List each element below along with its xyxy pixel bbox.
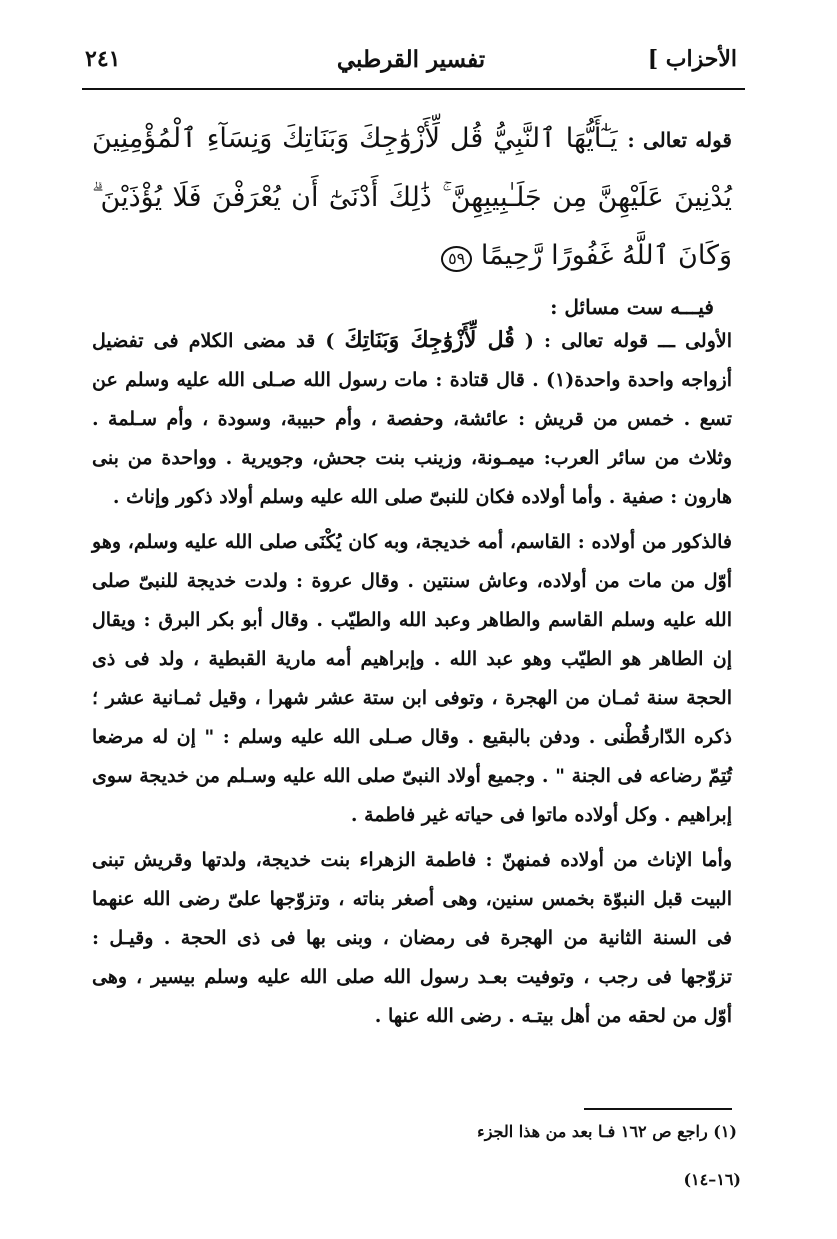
signature-mark: (١٦–١٤) [683,1170,741,1189]
header-rule [82,88,745,90]
paragraph [92,841,732,1036]
paragraph-lead: الأولى ـــ قوله تعالى : ( [524,330,732,352]
paragraph-text: فالذكور من أولاده : القاسم، أمه خديجة، وبه كان يُكْنَى صلى الله عليه وسلم، وهو أوّل من مات من أولاده، وعاش سنتين . وقال عروة : ولدت خديجة للنبىّ صلى الله عليه وسلم القاسم والطاهر وعبد الله والطيّب . وقال أبو بكر البرق : ويقال إن الطاهر هو الطيّب وهو عبد الله . وإبراهيم أمه مارية القبطية ، ولد فى ذى الحجة سنة ثمـان من الهجرة ، وتوفى ابن ستة عشر شهرا ، وقيل ثمـانية عشر ؛ ذكره الدّارقُطْنى . ودفن بالبقيع . وقال صـلى الله عليه وسلم : " إن له مرضعا تُتِمّ رضاعه فى الجنة " . وجميع أولاد النبىّ صلى الله عليه وسـلم من خديجة سوى إبراهيم . وكل أولاده ماتوا فى حياته غير فاطمة . [92,531,732,826]
surah-name: الأحزاب ] [647,46,737,72]
running-header [85,40,737,84]
quran-verse [92,110,732,285]
paragraph [92,523,732,835]
verse-label: قوله تعالى : [627,128,732,152]
page-body [92,110,732,1042]
footnote: (١) راجع ص ١٦٢ فـا بعد من هذا الجزء [477,1122,737,1141]
paragraph [92,321,732,517]
paragraph-quote: قُل لِّأَزْوَٰجِكَ وَبَنَاتِكَ [344,327,515,353]
book-title: تفسير القرطبي [336,46,486,73]
ayah-number-mark: ٥٩ [441,246,472,272]
verse-text: يَـٰٓأَيُّهَا ٱلنَّبِيُّ قُل لِّأَزْوَٰجِكَ وَبَنَاتِكَ وَنِسَآءِ ٱلْمُؤْمِنِينَ يُدْنِينَ عَلَيْهِنَّ مِن جَلَـٰبِيبِهِنَّ ۚ ذَٰلِكَ أَدْنَىٰٓ أَن يُعْرَفْنَ فَلَا يُؤْذَيْنَ ۗ وَكَانَ ٱللَّهُ غَفُورًا رَّحِيمًا [92,123,732,271]
paragraph-text: وأما الإناث من أولاده فمنهنّ : فاطمة الزهراء بنت خديجة، ولدتها وقريش تبنى البيت قبل النبوّة بخمس سنين، وهى أصغر بناته ، وتزوّجها علىّ رضى الله عنهما فى السنة الثانية من الهجرة فى رمضان ، وبنى بها فى ذى الحجة . وقيـل : تزوّجها فى رجب ، وتوفيت بعـد رسول الله صلى الله عليه وسلم بيسير ، وهى أوّل من لحقه من أهل بيتـه . رضى الله عنها . [92,849,732,1027]
paragraph-text: ) قد مضى الكلام فى تفضيل أزواجه واحدة واحدة(١) . قال قتادة : مات رسول الله صـلى الله عليه وسلم عن تسع . خمس من قريش : عائشة، وحفصة ، وأم حبيبة، وسودة ، وأم سـلمة . وثلاث من سائر العرب: ميمـونة، وزينب بنت جحش، وجويرية . وواحدة من بنى هارون : صفية . وأما أولاده فكان للنبىّ صلى الله عليه وسلم أولاد ذكور وإناث . [92,330,732,508]
page-number: ٢٤١ [85,46,121,72]
footnote-rule [584,1108,732,1110]
section-heading: فيـــه ست مسائل : [550,295,714,319]
